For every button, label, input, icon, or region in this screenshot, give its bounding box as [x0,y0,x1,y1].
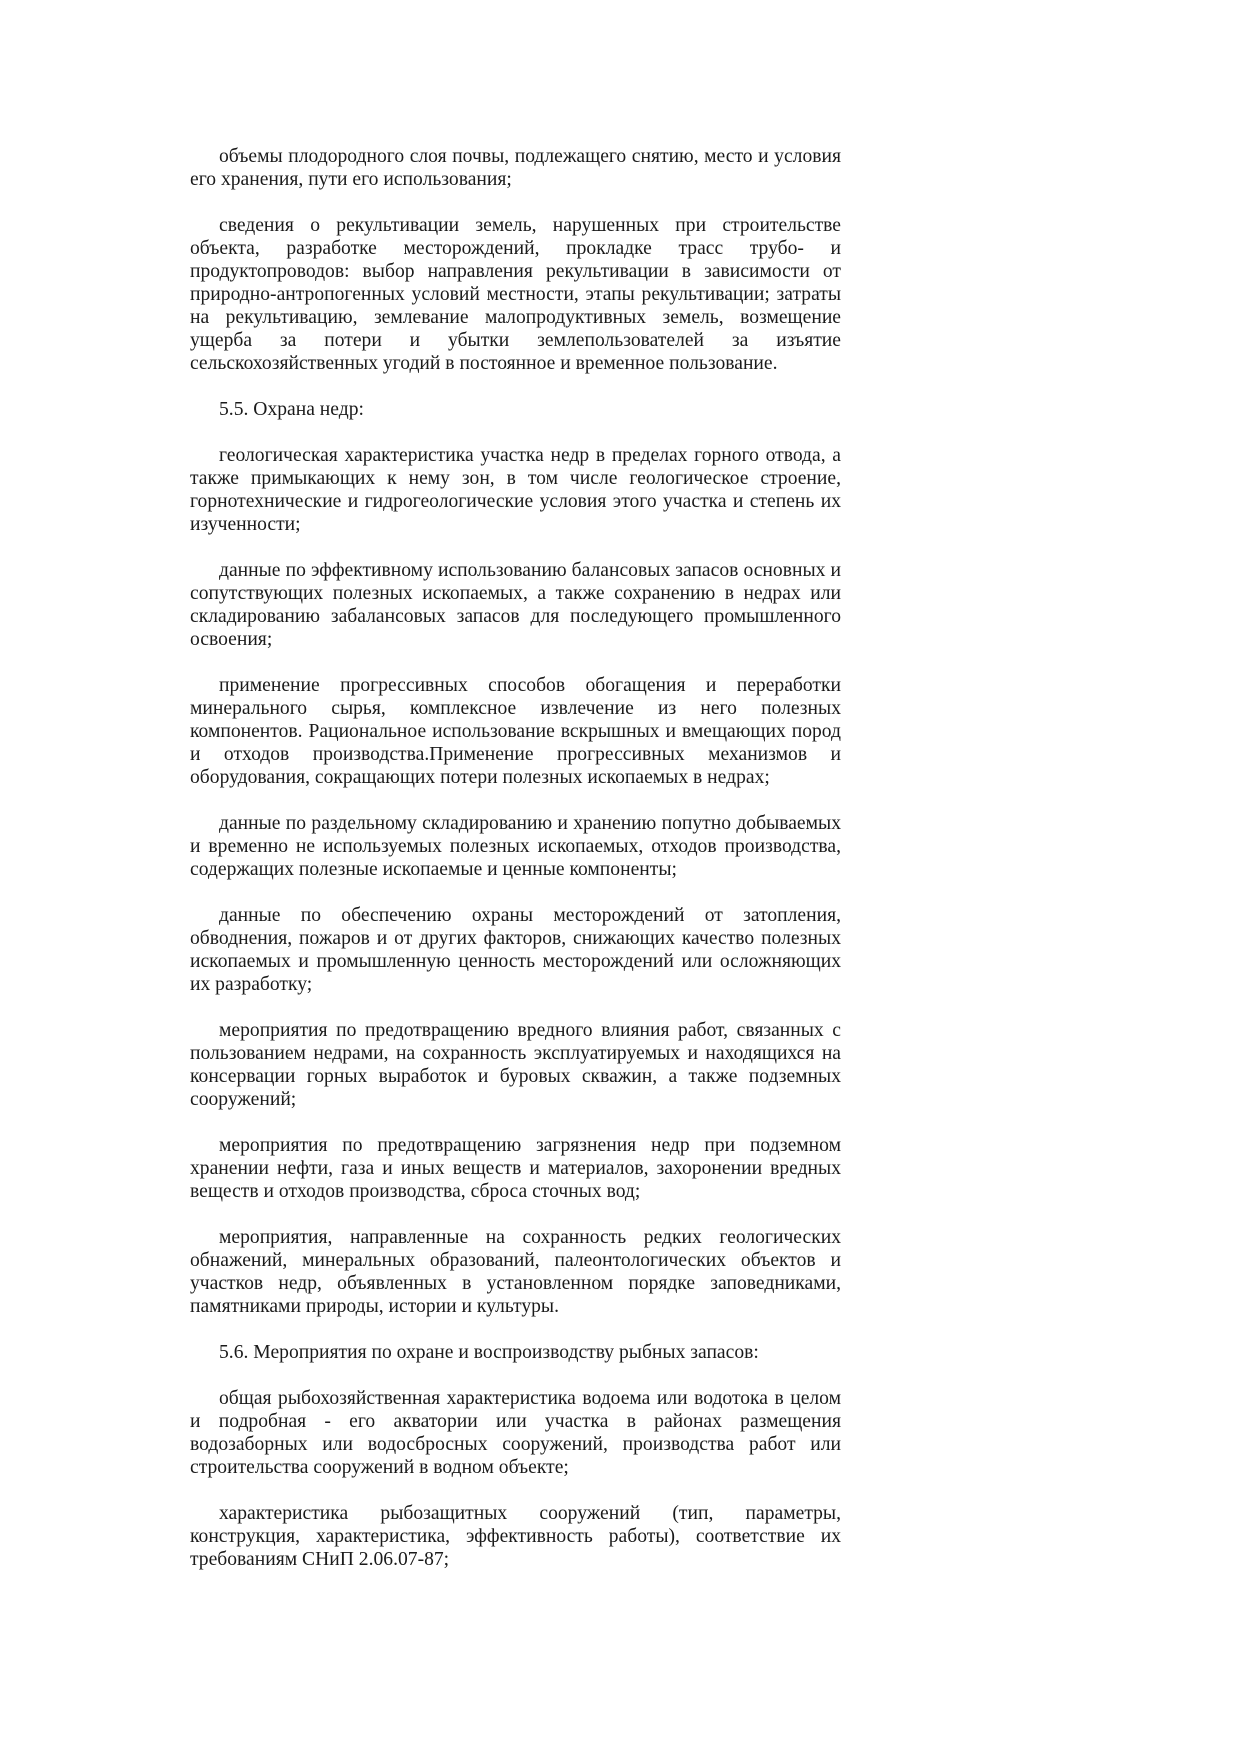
paragraph-harmful-influence-prevention: мероприятия по предотвращению вредного влияния работ, связанных с пользованием недрами, на сохранность эксплуатируемых и находящихся на консервации горных выработок и буровых скважин, а также подземных сооружений; [190,1020,841,1110]
paragraph-reserves-usage: данные по эффективному использованию балансовых запасов основных и сопутствующих полезных ископаемых, а также сохранению в недрах или складированию забалансовых запасов для последующего промышленного освоения; [190,560,841,650]
paragraph-rare-objects-preservation: мероприятия, направленные на сохранность редких геологических обнажений, минеральных образований, палеонтологических объектов и участков недр, объявленных в установленном порядке заповедниками, памятниками природы, истории и культуры. [190,1227,841,1317]
paragraph-geological-characteristics: геологическая характеристика участка недр в пределах горного отвода, а также примыкающих к нему зон, в том числе геологическое строение, горнотехнические и гидрогеологические условия этого участка и степень их изученности; [190,445,841,535]
paragraph-topsoil-volumes: объемы плодородного слоя почвы, подлежащего снятию, место и условия его хранения, пути его использования; [190,146,841,190]
section-heading-fish-stocks: 5.6. Мероприятия по охране и воспроизводству рыбных запасов: [219,1342,759,1363]
paragraph-land-reclamation: сведения о рекультивации земель, нарушенных при строительстве объекта, разработке месторождений, прокладке трасс трубо- и продуктопроводов: выбор направления рекультивации в зависимости от природно-антропогенных условий местности, этапы рекультивации; затраты на рекультивацию, землевание малопродуктивных земель, возмещение ущерба за потери и убытки землепользователей за изъятие сельскохозяйственных угодий в постоянное и временное пользование. [190,215,841,374]
paragraph-deposit-protection: данные по обеспечению охраны месторождений от затопления, обводнения, пожаров и от других факторов, снижающих качество полезных ископаемых и промышленную ценность месторождений или осложняющих их разработку; [190,905,841,995]
paragraph-fishery-characteristics: общая рыбохозяйственная характеристика водоема или водотока в целом и подробная - его акватории или участка в районах размещения водозаборных или водосбросных сооружений, производства работ или строительства сооружений в водном объекте; [190,1388,841,1478]
paragraph-progressive-processing: применение прогрессивных способов обогащения и переработки минерального сырья, комплексное извлечение из него полезных компонентов. Рациональное использование вскрышных и вмещающих пород и отходов производства.Применение прогрессивных механизмов и оборудования, сокращающих потери полезных ископаемых в недрах; [190,675,841,788]
paragraph-separate-storage: данные по раздельному складированию и хранению попутно добываемых и временно не используемых полезных ископаемых, отходов производства, содержащих полезные ископаемые и ценные компоненты; [190,813,841,880]
document-page [190,145,841,1571]
paragraph-pollution-prevention: мероприятия по предотвращению загрязнения недр при подземном хранении нефти, газа и иных веществ и материалов, захоронении вредных веществ и отходов производства, сброса сточных вод; [190,1135,841,1202]
section-heading-subsoil-protection: 5.5. Охрана недр: [219,399,364,420]
paragraph-fish-protection-structures: характеристика рыбозащитных сооружений (тип, параметры, конструкция, характеристика, эффективность работы), соответствие их требованиям СНиП 2.06.07-87; [190,1503,841,1570]
